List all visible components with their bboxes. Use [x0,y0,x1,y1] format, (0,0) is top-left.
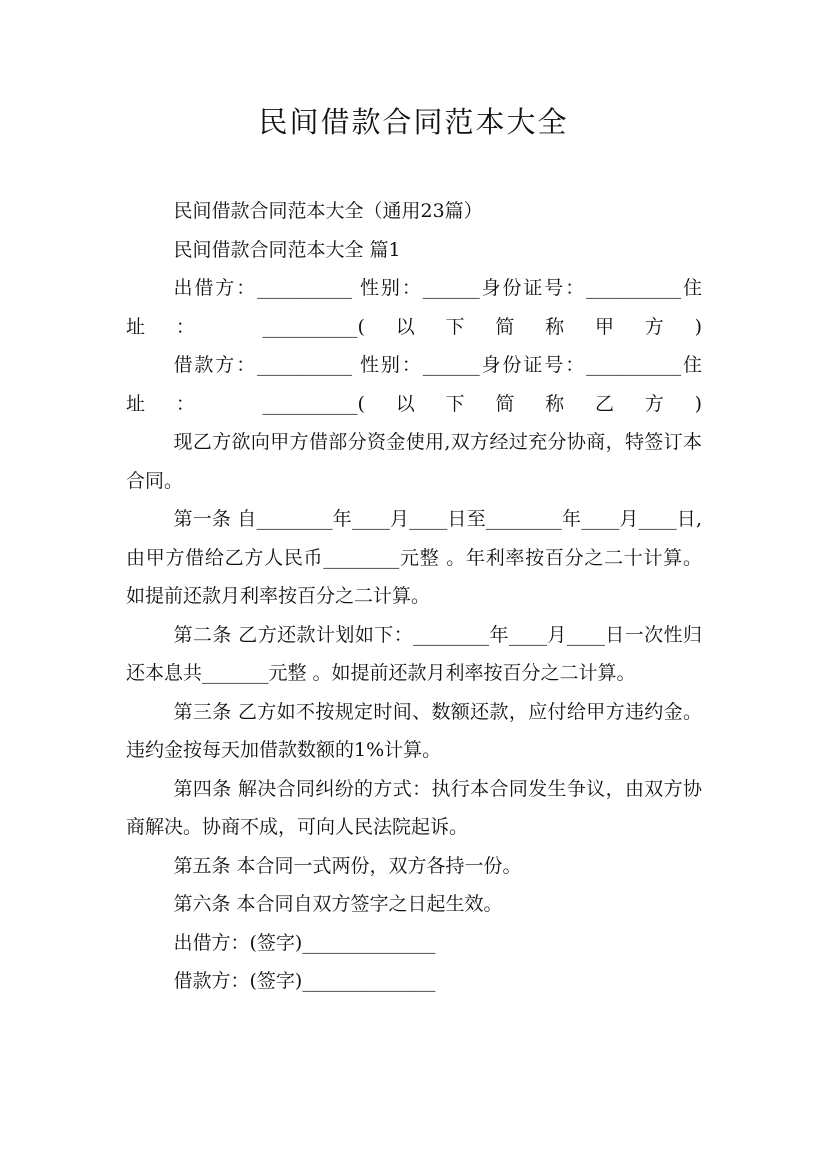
section-heading: 民间借款合同范本大全 篇1 [173,238,401,261]
article-2-paragraph: 第二条 乙方还款计划如下：________年____月____日一次性归还本息共_______元整 。如提前还款月利率按百分之二计算。 [126,623,702,684]
lender-info-paragraph: 出借方：__________ 性别：______身份证号：__________住址： __________(以下简称甲方) [126,277,702,338]
article-5-paragraph: 第五条 本合同一式两份，双方各持一份。 [173,854,522,877]
document-title: 民间借款合同范本大全 [258,105,569,139]
article-3-paragraph: 第三条 乙方如不按规定时间、数额还款，应付给甲方违约金。违约金按每天加借款数额的1%计算。 [126,700,702,761]
borrower-signature-line: 借款方：(签字)______________ [173,970,436,992]
subtitle-paragraph: 民间借款合同范本大全（通用23篇） [173,200,483,222]
lender-signature-line: 出借方：(签字)______________ [173,931,436,954]
document-body [126,192,702,1001]
article-6-paragraph: 第六条 本合同自双方签字之日起生效。 [173,893,503,915]
article-4-paragraph: 第四条 解决合同纠纷的方式：执行本合同发生争议，由双方协商解决。协商不成，可向人民法院起诉。 [126,777,702,838]
article-1-paragraph: 第一条 自________年____月____日至________年____月____日,由甲方借给乙方人民币________元整 。年利率按百分之二十计算。如提前还款月利率按百分之二计算。 [126,508,702,607]
preamble-paragraph: 现乙方欲向甲方借部分资金使用,双方经过充分协商，特签订本合同。 [126,431,702,492]
borrower-info-paragraph: 借款方：__________ 性别：______身份证号：__________住址： __________(以下简称乙方) [126,354,702,415]
